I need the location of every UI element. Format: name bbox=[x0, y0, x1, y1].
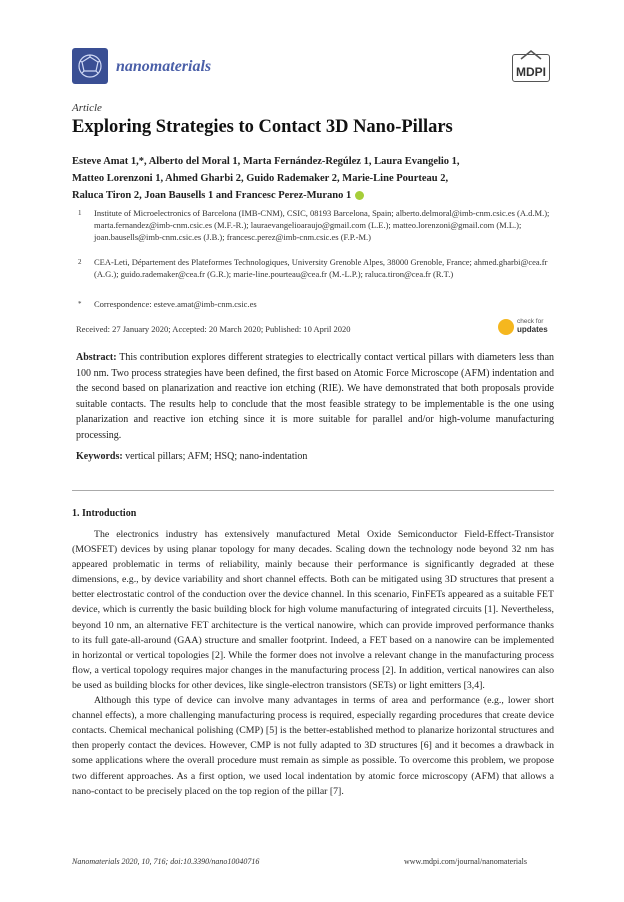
check-updates-icon bbox=[498, 319, 514, 335]
check-updates-label-strong: updates bbox=[517, 325, 548, 334]
article-title: Exploring Strategies to Contact 3D Nano-Pillars bbox=[72, 117, 453, 137]
section-divider bbox=[72, 490, 554, 491]
keywords bbox=[76, 451, 554, 462]
check-updates-label: check for bbox=[517, 318, 544, 325]
journal-name: nanomaterials bbox=[116, 58, 212, 75]
affiliation-number: 1 bbox=[78, 209, 82, 217]
affiliation-number: 2 bbox=[78, 258, 82, 266]
affiliation-1 bbox=[72, 207, 554, 243]
nanomaterials-logo-icon bbox=[72, 48, 108, 84]
paragraph: Although this type of device can involve many advantages in terms of area and performance (e.g., lower short channel effects), a more challenging manufacturing process is required, especially regarding procedures that create device contacts. Chemical mechanical polishing (CMP) [5] is the better-established method to planarize horizontal structures and then properly contact the devices. However, CMP is not fully adapted to 3D structures [6] and it becomes a drawback in some applications where the overall procedure must remain as simple as possible. To overcome this problem, we propose two different approaches. As a first option, we used local indentation by atomic force microscopy (AFM) that allows a nano-contact to be precisely placed on the top region of the pillar [7]. bbox=[72, 695, 554, 797]
paragraph: The electronics industry has extensively manufactured Metal Oxide Semiconductor Field-Effect-Transistor (MOSFET) devices by using planar topology for many decades. Scaling down the technology node beyond 32 nm has appeared problematic in terms of reliability, mainly because their performance is significantly degraded at these dimensions, e.g., by device variability and short channel effects. Both can be mitigated using 3D structures that present a better electrostatic control of the conduction over the device channel. In this scenario, FinFETs appeared as a suitable FET device, which is currently the basic building block for high volume manufacturing of integrated circuits [1]. Nevertheless, beyond 10 nm, an alternative FET architecture is the vertical nanowire, which can provide improved performance thanks to its full gate-all-around (GAA) structure and smaller footprint. Indeed, a FET based on a nanowire can be implemented in horizontal or vertical topologies [2]. While the former does not involve a relevant change in the manufacturing process flow, a vertical topology requires major changes in the manufacturing process [2]. In addition, vertical nanowires can also be used as building blocks for other devices, like single-electron transistors (SETs) or light emitters [3,4]. bbox=[72, 529, 554, 691]
abstract-text: This contribution explores different strategies to electrically contact vertical pillars with diameters less than 100 nm. Two process strategies have been defined, the first based on Atomic Force Microscope (AFM) indentation and the second based on planarization and reactive ion etching (RIE). We have demonstrated that both proposals provide suitable contacts. The results help to conclude that the most feasible strategy to be implementable is the one using planarization and reactive ion etching since it is more suitable for parallel and/or high-volume manufacturing processing. bbox=[76, 352, 555, 441]
check-for-updates-badge[interactable] bbox=[498, 317, 550, 337]
correspondence-marker: * bbox=[78, 300, 82, 308]
abstract bbox=[76, 350, 554, 443]
publication-dates: Received: 27 January 2020; Accepted: 20 March 2020; Published: 10 April 2020 bbox=[76, 324, 351, 334]
author-list bbox=[72, 153, 552, 204]
section-heading: 1. Introduction bbox=[72, 508, 137, 519]
keywords-label: Keywords: bbox=[76, 451, 123, 462]
authors-line-1[interactable]: Esteve Amat 1,*, Alberto del Moral 1, Marta Fernández-Regúlez 1, Laura Evangelio 1, bbox=[72, 156, 460, 167]
orcid-icon[interactable] bbox=[355, 191, 364, 200]
introduction-body bbox=[72, 527, 554, 799]
footer-url[interactable]: www.mdpi.com/journal/nanomaterials bbox=[404, 857, 528, 866]
mdpi-logo-roof-icon bbox=[520, 50, 542, 60]
correspondence bbox=[72, 298, 554, 310]
correspondence-text[interactable]: Correspondence: esteve.amat@imb-cnm.csic.es bbox=[94, 299, 257, 309]
affiliation-text: Institute of Microelectronics of Barcelona (IMB-CNM), CSIC, 08193 Barcelona, Spain; alberto.delmoral@imb-cnm.csic.es (A.d.M.); marta.fernandez@imb-cnm.csic.es (M.F.-R.); lauraevangelioaraujo@gmail.com (L.E.); matteo.lorenzoni@gmail.com (M.L.); joan.bausells@imb-cnm.csic.es (J.B.); francesc.perez@imb-cnm.csic.es (F.P.-M.) bbox=[94, 208, 550, 242]
authors-line-2[interactable]: Matteo Lorenzoni 1, Ahmed Gharbi 2, Guido Rademaker 2, Marie-Line Pourteau 2, bbox=[72, 173, 449, 184]
affiliation-2 bbox=[72, 256, 554, 280]
mdpi-logo: MDPI bbox=[512, 54, 550, 82]
footer-citation: Nanomaterials 2020, 10, 716; doi:10.3390/nano10040716 bbox=[72, 857, 260, 866]
keywords-text: vertical pillars; AFM; HSQ; nano-indentation bbox=[125, 451, 308, 462]
affiliation-text: CEA-Leti, Département des Plateformes Technologiques, University Grenoble Alpes, 38000 Grenoble, France; ahmed.gharbi@cea.fr (A.G.); guido.rademaker@cea.fr (G.R.); marie-line.pourteau@cea.fr (M.-L.P.); raluca.tiron@cea.fr (R.T.) bbox=[94, 257, 548, 279]
article-type: Article bbox=[72, 102, 102, 114]
abstract-label: Abstract: bbox=[76, 352, 117, 363]
authors-line-3[interactable]: Raluca Tiron 2, Joan Bausells 1 and Francesc Perez-Murano 1 bbox=[72, 190, 352, 201]
